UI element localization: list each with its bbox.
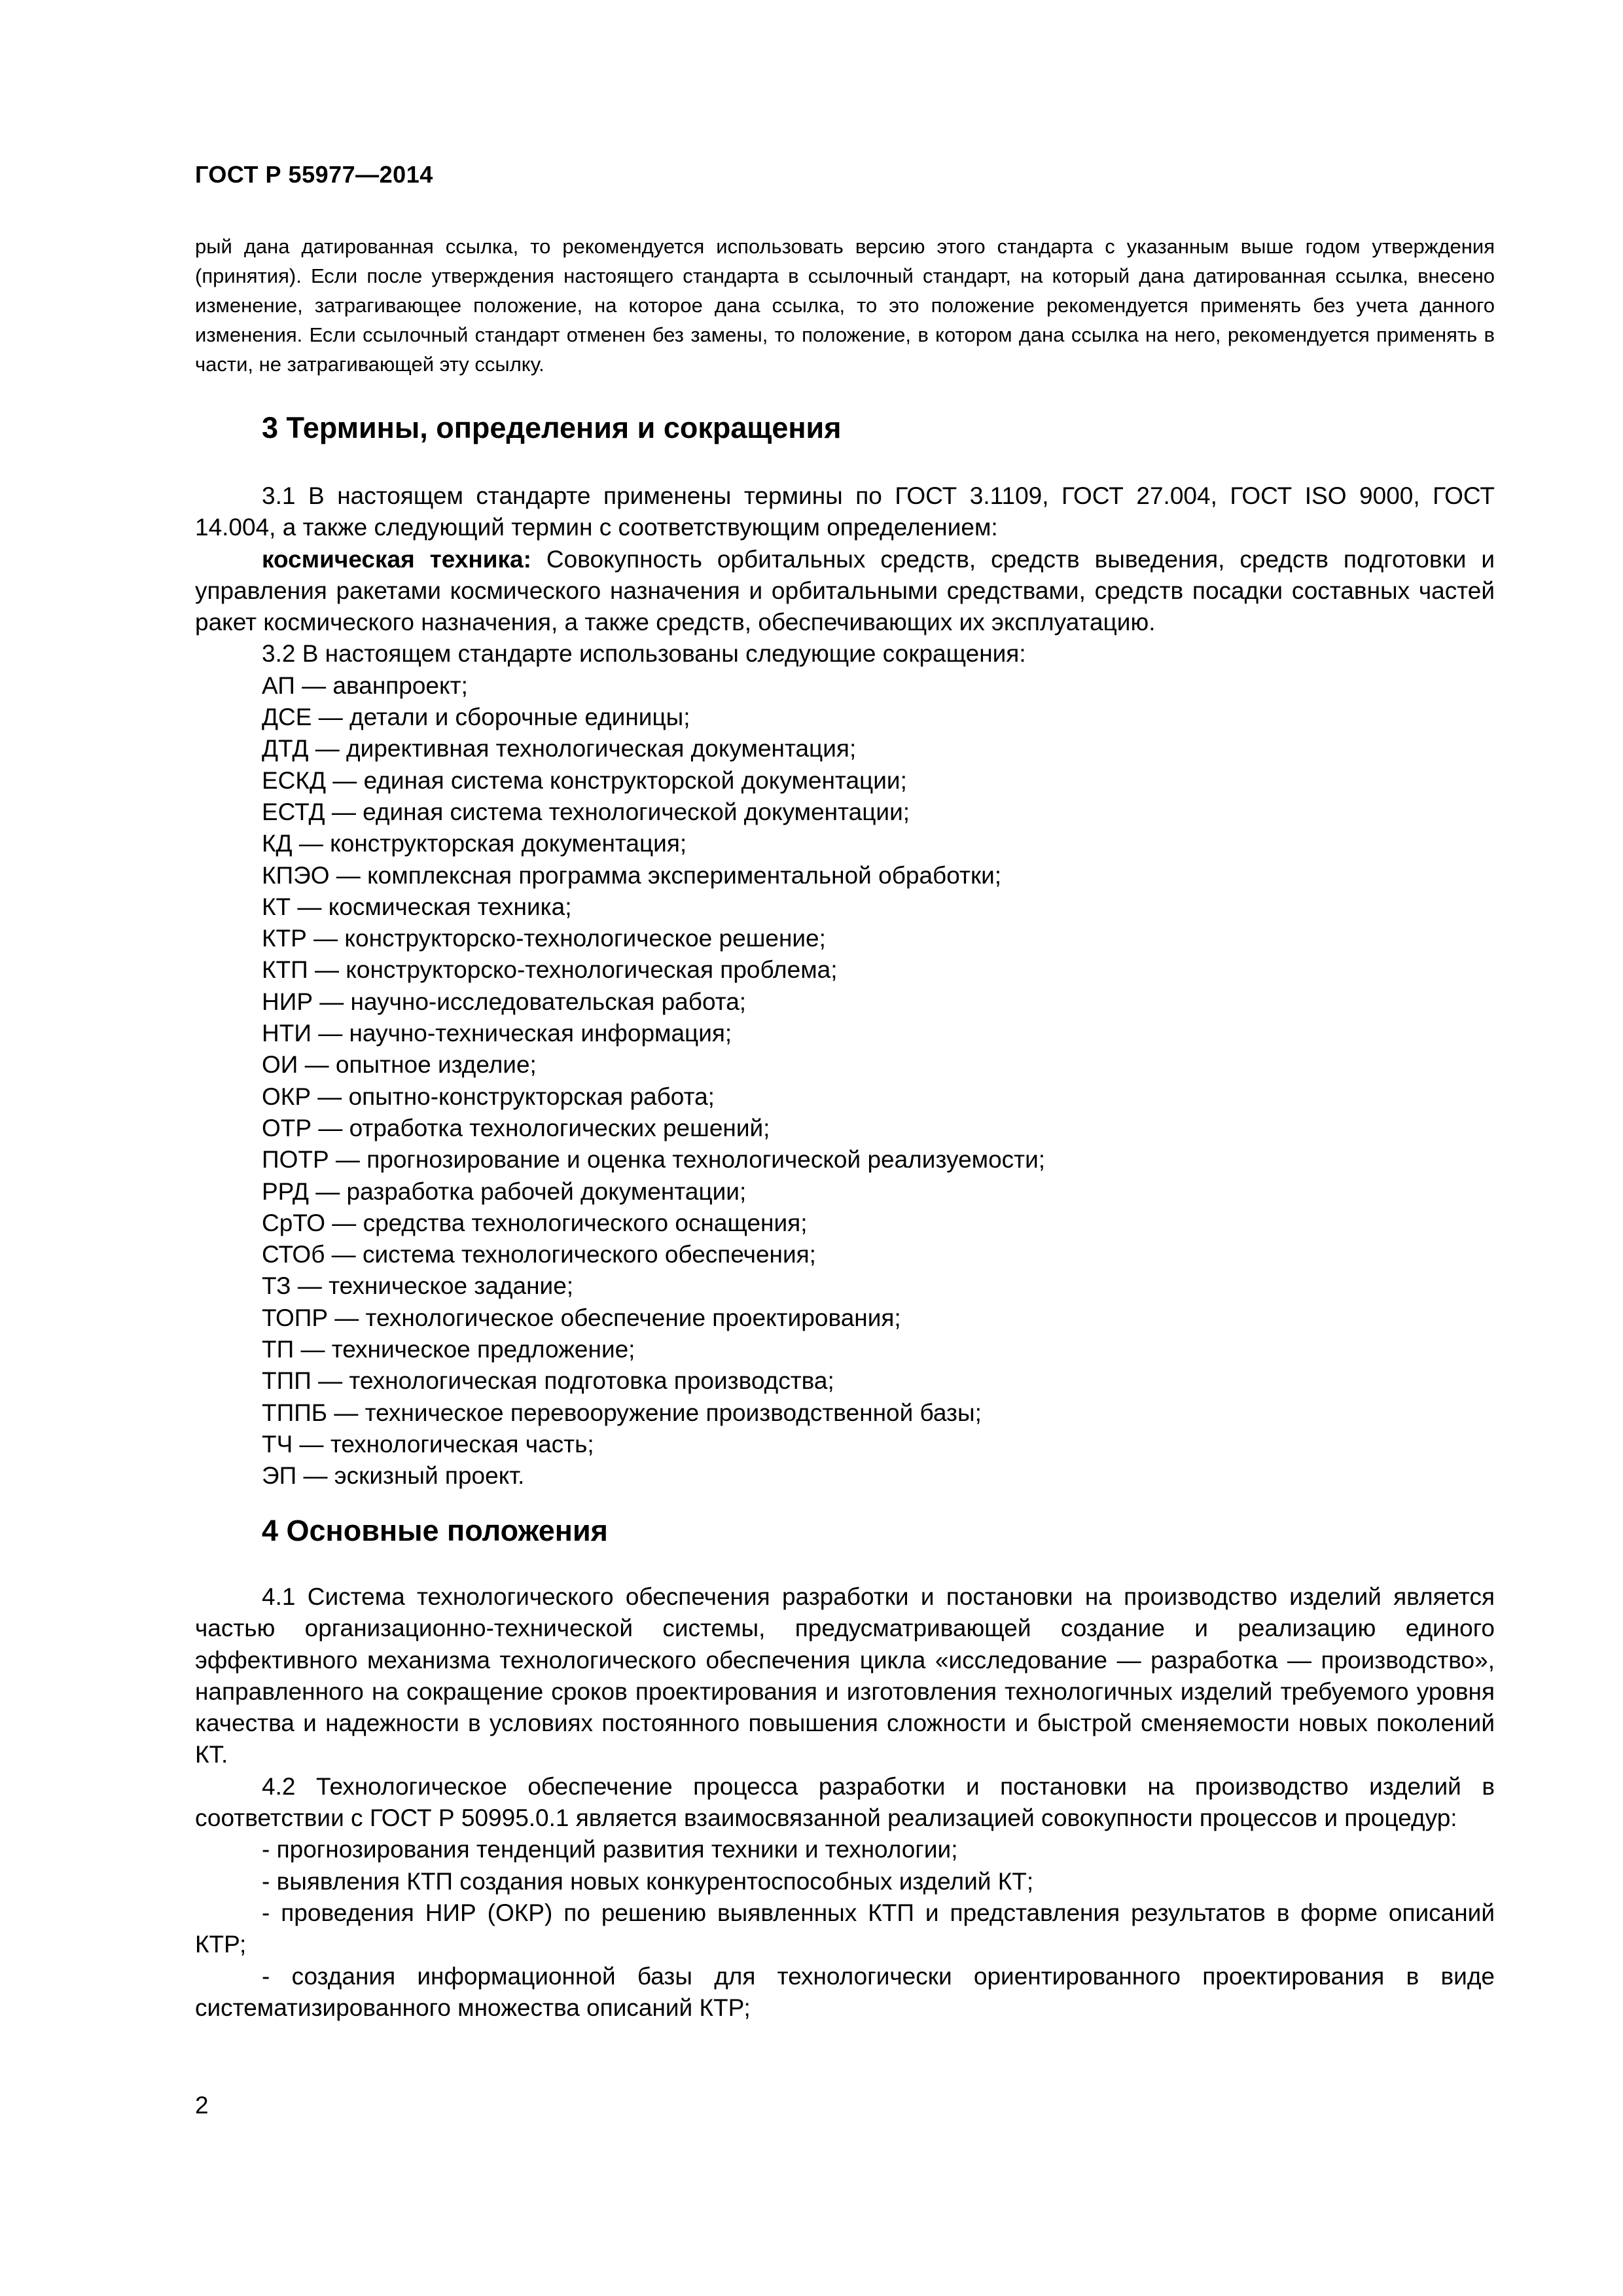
abbreviation-item: КТР — конструкторско-технологическое решение; <box>262 925 826 952</box>
abbreviation-item: ТЧ — технологическая часть; <box>262 1430 594 1458</box>
list-item: - проведения НИР (ОКР) по решению выявленных КТП и представления результатов в форме описаний КТР; <box>195 1899 1495 1958</box>
page-number: 2 <box>195 2092 209 2119</box>
abbreviation-item: КПЭО — комплексная программа экспериментальной обработки; <box>262 861 1002 889</box>
abbreviation-item: ЕСТД — единая система технологической документации; <box>262 798 910 825</box>
term-name: космическая техника: <box>262 545 531 573</box>
section-3-body <box>195 480 1495 1492</box>
term-definition <box>195 544 1495 639</box>
abbreviation-item: СрТО — средства технологического оснащения; <box>262 1209 808 1236</box>
section-3-heading: 3 Термины, определения и сокращения <box>262 411 842 444</box>
abbreviation-item: ЭП — эскизный проект. <box>262 1462 525 1490</box>
list-item: - прогнозирования тенденций развития техники и технологии; <box>262 1836 958 1863</box>
abbreviation-item: ЕСКД — единая система конструкторской документации; <box>262 766 907 794</box>
document-header: ГОСТ Р 55977—2014 <box>195 161 433 188</box>
abbreviation-item: ТПП — технологическая подготовка производства; <box>262 1367 834 1395</box>
abbreviation-item: ДСЕ — детали и сборочные единицы; <box>262 704 690 731</box>
abbreviation-item: ТППБ — техническое перевооружение производственной базы; <box>262 1399 982 1426</box>
list-item: - выявления КТП создания новых конкурентоспособных изделий КТ; <box>262 1867 1034 1895</box>
abbreviation-item: КТП — конструкторско-технологическая проблема; <box>262 956 838 984</box>
abbreviation-item: СТОб — система технологического обеспечения; <box>262 1241 816 1268</box>
abbreviation-item: НИР — научно-исследовательская работа; <box>262 988 747 1015</box>
paragraph-3-2: 3.2 В настоящем стандарте использованы следующие сокращения: <box>262 640 1026 668</box>
paragraph-4-2: 4.2 Технологическое обеспечение процесса разработки и постановки на производство изделий в соответствии с ГОСТ Р 50995.0.1 является взаимосвязанной реализацией совокупности процессов и процедур: <box>195 1772 1495 1832</box>
abbreviation-item: НТИ — научно-техническая информация; <box>262 1020 732 1047</box>
paragraph-3-1: 3.1 В настоящем стандарте применены термины по ГОСТ 3.1109, ГОСТ 27.004, ГОСТ ISO 9000, ГОСТ 14.004, а также следующий термин с соответствующим определением: <box>195 482 1495 541</box>
abbreviation-item: ОТР — отработка технологических решений; <box>262 1114 770 1141</box>
section-4-heading: 4 Основные положения <box>262 1514 608 1547</box>
abbreviation-item: ДТД — директивная технологическая документация; <box>262 735 857 762</box>
abbreviation-item: ТП — техническое предложение; <box>262 1336 635 1363</box>
paragraph-4-1: 4.1 Система технологического обеспечения разработки и постановки на производство изделий является частью организационно-технической системы, предусматривающей создание и реализацию единого эффективного механизма технологического обеспечения цикла «исследование — разработка — производство», направленного на сокращение сроков проектирования и изготовления технологичных изделий требуемого уровня качества и надежности в условиях постоянного повышения сложности и быстрой сменяемости новых поколений КТ. <box>195 1583 1495 1768</box>
abbreviation-item: КД — конструкторская документация; <box>262 830 687 857</box>
intro-paragraph: рый дана датированная ссылка, то рекомендуется использовать версию этого стандарта с указанным выше годом утверждения (принятия). Если после утверждения настоящего стандарта в ссылочный стандарт, на который дана датированная ссылка, внесено изменение, затрагивающее положение, на которое дана ссылка, то это положение рекомендуется применять без учета данного изменения. Если ссылочный стандарт отменен без замены, то положение, в котором дана ссылка на него, рекомендуется применять в части, не затрагивающей эту ссылку. <box>195 235 1495 376</box>
term-definition-text: Совокупность орбитальных средств, средств выведения, средств подготовки и управления ракетами космического назначения и орбитальными средствами, средств посадки составных частей ракет космического назначения, а также средств, обеспечивающих их эксплуатацию. <box>195 545 1495 636</box>
abbreviation-item: ОКР — опытно-конструкторская работа; <box>262 1083 715 1110</box>
abbreviation-item: РРД — разработка рабочей документации; <box>262 1177 747 1205</box>
abbreviation-item: КТ — космическая техника; <box>262 893 572 920</box>
section-4-body <box>195 1581 1495 2024</box>
abbreviation-item: АП — аванпроект; <box>262 672 468 699</box>
abbreviation-list <box>195 670 1495 1492</box>
abbreviation-item: ОИ — опытное изделие; <box>262 1051 537 1079</box>
list-item: - создания информационной базы для технологически ориентированного проектирования в виде систематизированного множества описаний КТР; <box>195 1962 1495 2021</box>
abbreviation-item: ТЗ — техническое задание; <box>262 1272 574 1300</box>
abbreviation-item: ТОПР — технологическое обеспечение проектирования; <box>262 1304 901 1331</box>
abbreviation-item: ПОТР — прогнозирование и оценка технологической реализуемости; <box>262 1146 1046 1174</box>
